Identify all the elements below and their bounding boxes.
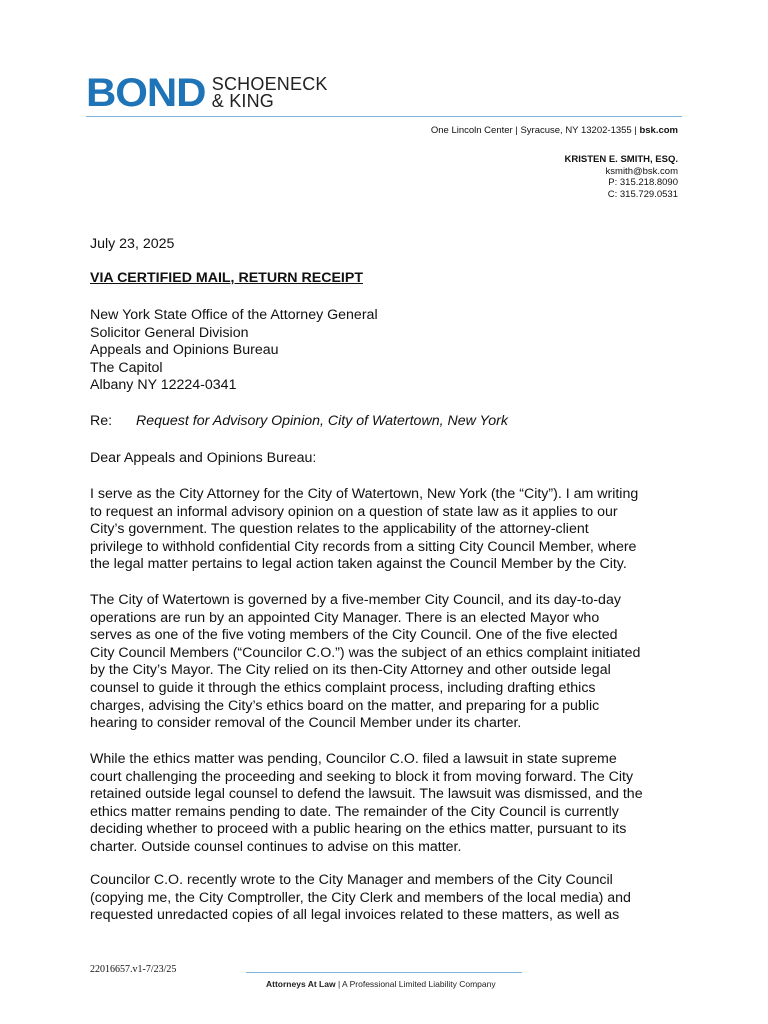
paragraph-3 [90,751,690,857]
recipient-line: The Capitol [90,359,163,376]
sender-cell: C: 315.729.0531 [607,188,678,200]
text-line: ethics matter remains pending to date. The remainder of the City Council is currently [90,803,619,820]
footer-tagline-bold: Attorneys At Law [266,979,336,989]
recipient-address [90,307,690,395]
text-line: charter. Outside counsel continues to advise on this matter. [90,838,462,855]
text-line: by the City’s Mayor. The City relied on its then-City Attorney and other outside legal [90,662,611,679]
text-line: the legal matter pertains to legal action taken against the Council Member by the City. [90,556,627,573]
logo-line-2: & KING [211,91,274,111]
footer-tagline-rest: | A Professional Limited Liability Company [335,979,496,989]
text-line: privilege to withhold confidential City records from a sitting City Council Member, where [90,538,637,555]
text-line: charges, advising the City’s ethics board on the matter, and preparing for a public [90,697,600,714]
text-line: City Council Members (“Councilor C.O.”) was the subject of an ethics complaint initiated [90,644,641,661]
letter-date: July 23, 2025 [90,236,175,252]
recipient-line: Solicitor General Division [90,324,249,341]
logo-primary: BOND [86,71,206,115]
text-line: to request an informal advisory opinion on a question of state law as it applies to our [90,503,618,520]
text-line: court challenging the proceeding and seeking to block it from moving forward. The City [90,768,634,785]
sender-name: KRISTEN E. SMITH, ESQ. [564,154,678,165]
text-line: requested unredacted copies of all legal invoices related to these matters, as well as [90,907,620,924]
firm-logo [86,70,328,115]
paragraph-1 [90,486,690,574]
footer-divider [246,972,522,973]
header-divider [86,116,682,117]
text-line: operations are run by an appointed City Manager. There is an elected Mayor who [90,609,600,626]
logo-line-1: SCHOENECK [211,74,328,94]
address-text: One Lincoln Center | Syracuse, NY 13202-1355 | [430,125,637,136]
delivery-method: VIA CERTIFIED MAIL, RETURN RECEIPT [90,270,363,286]
text-line: The City of Watertown is governed by a five-member City Council, and its day-to-day [90,592,621,608]
logo-secondary [212,76,328,110]
re-line [90,413,690,431]
paragraph-4 [90,872,690,925]
re-label: Re: [90,413,113,429]
recipient-line: Albany NY 12224-0341 [90,377,237,394]
text-line: counsel to guide it through the ethics complaint process, including drafting ethics [90,679,596,696]
document-id: 22016657.v1-7/23/25 [90,964,177,975]
salutation: Dear Appeals and Opinions Bureau: [90,450,317,466]
sender-email[interactable]: ksmith@bsk.com [605,165,678,177]
text-line: I serve as the City Attorney for the City of Watertown, New York (the “City”). I am writing [90,486,639,502]
sender-block [565,154,679,200]
website-link[interactable]: bsk.com [639,125,678,136]
text-line: retained outside legal counsel to defend the lawsuit. The lawsuit was dismissed, and the [90,786,643,803]
footer-tagline [266,979,496,989]
firm-address [431,125,678,136]
text-line: While the ethics matter was pending, Councilor C.O. filed a lawsuit in state supreme [90,751,617,767]
recipient-line: New York State Office of the Attorney General [90,307,378,323]
text-line: deciding whether to proceed with a public hearing on the ethics matter, pursuant to its [90,821,627,838]
recipient-line: Appeals and Opinions Bureau [90,342,279,359]
sender-phone: P: 315.218.8090 [608,177,678,188]
text-line: serves as one of the five voting members of the City Council. One of the five elected [90,627,618,644]
text-line: City’s government. The question relates to the applicability of the attorney-client [90,521,589,538]
paragraph-2 [90,592,690,733]
re-subject: Request for Advisory Opinion, City of Watertown, New York [136,413,508,429]
text-line: Councilor C.O. recently wrote to the City Manager and members of the City Council [90,872,613,888]
text-line: (copying me, the City Comptroller, the City Clerk and members of the local media) and [90,889,631,906]
text-line: hearing to consider removal of the Council Member under its charter. [90,715,522,732]
